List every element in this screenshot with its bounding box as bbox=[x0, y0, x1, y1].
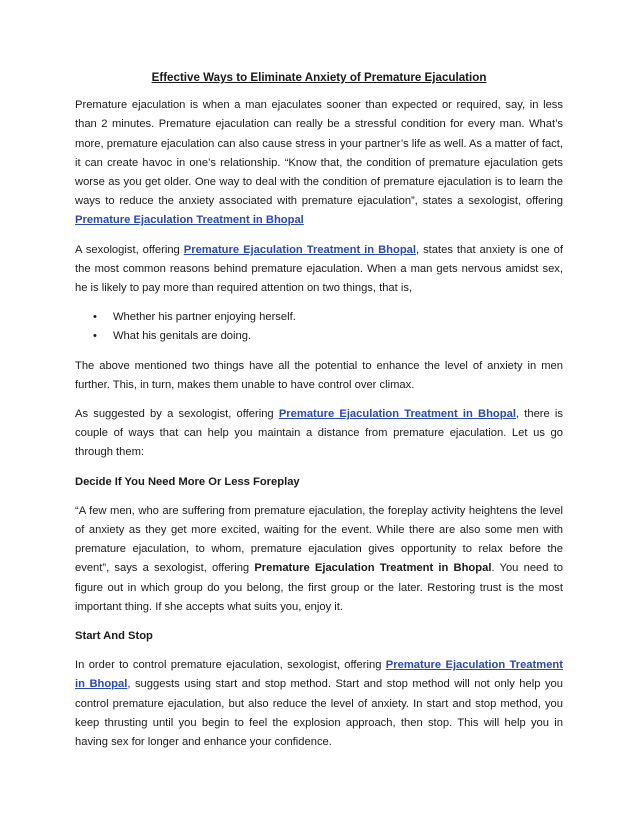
section-heading-start-stop: Start And Stop bbox=[75, 630, 153, 643]
bullet-list bbox=[75, 308, 563, 346]
anxiety-text-before: A sexologist, offering bbox=[75, 243, 184, 256]
intro-paragraph bbox=[75, 96, 563, 230]
anxiety-text-after: , states that anxiety is one of the most common reasons behind premature ejaculation. When a man gets nervous amidst sex, he is likely to pay more than required attention on two things, that is, bbox=[75, 243, 563, 295]
section-heading-foreplay: Decide If You Need More Or Less Foreplay bbox=[75, 475, 300, 488]
list-item-text: What his genitals are doing. bbox=[113, 330, 252, 343]
start-stop-paragraph bbox=[75, 656, 563, 752]
intro-text: Premature ejaculation is when a man ejaculates sooner than expected or required, say, in less than 2 minutes. Premature ejaculation can really be a stressful condition for every man. What’s more, premature ejaculation can also cause stress in your partner’s life as well. As a matter of fact, it can create havoc in one’s relationship. “Know that, the condition of premature ejaculation gets worse as you get older. One way to deal with the condition of premature ejaculation is to learn the ways to reduce the anxiety associated with premature ejaculation”, states a sexologist, offering bbox=[75, 99, 563, 208]
treatment-bold-text: Premature Ejaculation Treatment in Bhopal bbox=[254, 562, 492, 575]
foreplay-paragraph bbox=[75, 502, 563, 617]
bullet-icon: • bbox=[93, 311, 97, 324]
list-item-text: Whether his partner enjoying herself. bbox=[113, 311, 296, 324]
page-title: Effective Ways to Eliminate Anxiety of Premature Ejaculation bbox=[151, 71, 487, 84]
suggested-text-after: , there is couple of ways that can help you maintain a distance from premature ejaculation. Let us go through them: bbox=[75, 408, 564, 459]
bullet-icon: • bbox=[93, 330, 97, 343]
list-item bbox=[75, 308, 563, 327]
list-item bbox=[75, 327, 563, 346]
treatment-link[interactable]: Premature Ejaculation Treatment in Bhopal bbox=[183, 243, 416, 256]
foreplay-text-before: “A few men, who are suffering from premature ejaculation, the foreplay activity heightens the level of anxiety as they get more excited, waiting for the event. While there are also some men with premature ejaculation, to whom, premature ejaculation gives opportunity to relax before the event”, says a sexologist, offering bbox=[75, 504, 563, 575]
suggested-paragraph bbox=[75, 405, 563, 463]
foreplay-text-after: . You need to figure out in which group do you belong, the first group or the later. Restoring trust is the most important thing. If she accepts what suits you, enjoy it. bbox=[75, 562, 563, 613]
suggested-text-before: As suggested by a sexologist, offering bbox=[75, 408, 279, 421]
mentioned-paragraph: The above mentioned two things have all the potential to enhance the level of anxiety in men further. This, in turn, makes them unable to have control over climax. bbox=[75, 359, 563, 391]
treatment-link[interactable]: Premature Ejaculation Treatment in Bhopal bbox=[75, 659, 563, 691]
start-stop-text-after: , suggests using start and stop method. Start and stop method will not only help you control premature ejaculation, but also reduce the level of anxiety. In start and stop method, you keep thrusting until you begin to feel the explosion approach, then stop. This will help you in having sex for longer and enhance your confidence. bbox=[75, 678, 563, 749]
treatment-link[interactable]: Premature Ejaculation Treatment in Bhopal bbox=[75, 214, 304, 227]
treatment-link[interactable]: Premature Ejaculation Treatment in Bhopal bbox=[278, 408, 516, 421]
start-stop-text-before: In order to control premature ejaculation, sexologist, offering bbox=[75, 659, 386, 672]
anxiety-paragraph bbox=[75, 241, 563, 299]
document-page bbox=[75, 68, 563, 762]
